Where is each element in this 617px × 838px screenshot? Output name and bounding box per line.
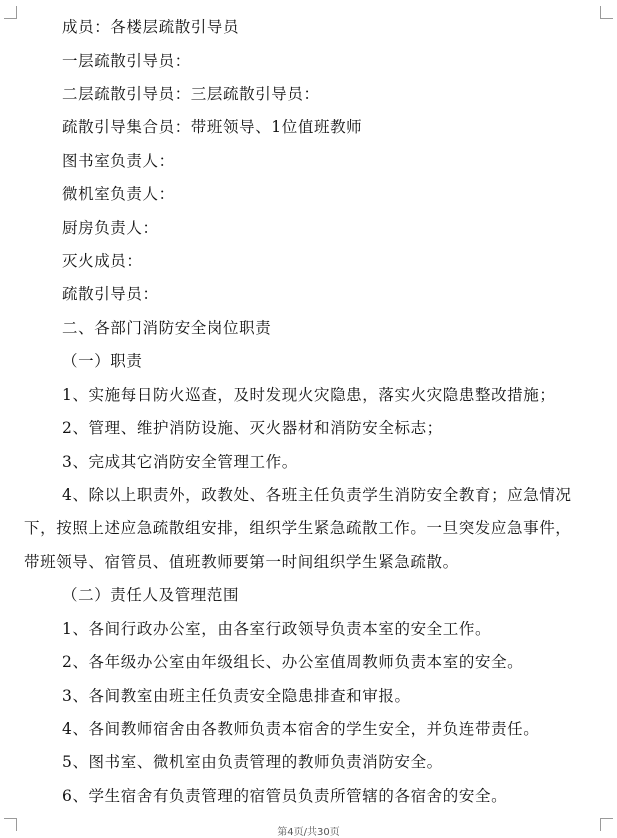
- text-line: 5、图书室、微机室由负责管理的教师负责消防安全。: [62, 753, 443, 771]
- text-line: 1、实施每日防火巡查，及时发现火灾隐患，落实火灾隐患整改措施；: [62, 386, 556, 404]
- text-line: 疏散引导集合员：带班领导、1位值班教师: [62, 118, 363, 136]
- subsection-heading: （二）责任人及管理范围: [62, 586, 240, 604]
- text-line: 2、管理、维护消防设施、灭火器材和消防安全标志；: [62, 419, 443, 437]
- subsection-heading: （一）职责: [62, 352, 143, 370]
- text-line: 2、各年级办公室由年级组长、办公室值周教师负责本室的安全。: [62, 653, 524, 671]
- crop-mark-top-left: [4, 6, 17, 19]
- text-line: 6、学生宿舍有负责管理的宿管员负责所管辖的各宿舍的安全。: [62, 787, 508, 805]
- text-line: 4、各间教师宿舍由各教师负责本宿舍的学生安全，并负连带责任。: [62, 720, 540, 738]
- text-line: 图书室负责人：: [62, 152, 175, 170]
- crop-mark-top-right: [600, 6, 613, 19]
- text-line: 一层疏散引导员：: [62, 52, 191, 70]
- page-number: 第4页/共30页: [277, 827, 340, 838]
- text-line: 二层疏散引导员：三层疏散引导员：: [62, 85, 320, 103]
- text-line: 成员：各楼层疏散引导员: [62, 18, 240, 36]
- section-heading: 二、各部门消防安全岗位职责: [62, 319, 272, 337]
- text-line: 疏散引导员：: [62, 285, 159, 303]
- text-line: 灭火成员：: [62, 252, 143, 270]
- text-line: 3、完成其它消防安全管理工作。: [62, 453, 298, 471]
- text-line: 4、除以上职责外，政教处、各班主任负责学生消防安全教育；应急情况: [62, 486, 572, 504]
- text-line: 3、各间教室由班主任负责安全隐患排查和审报。: [62, 687, 411, 705]
- text-line: 1、各间行政办公室，由各室行政领导负责本室的安全工作。: [62, 620, 492, 638]
- text-line: 微机室负责人：: [62, 185, 175, 203]
- text-line: 下，按照上述应急疏散组安排，组织学生紧急疏散工作。一旦突发应急事件，: [24, 519, 572, 537]
- text-line: 厨房负责人：: [62, 219, 159, 237]
- text-line: 带班领导、宿管员、值班教师要第一时间组织学生紧急疏散。: [24, 553, 459, 571]
